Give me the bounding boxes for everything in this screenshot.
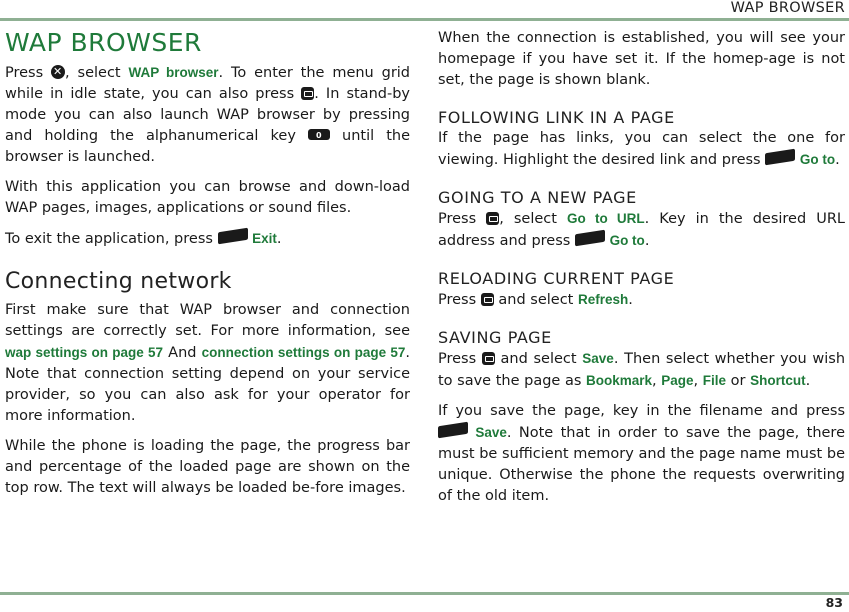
saving-paragraph bbox=[438, 348, 845, 392]
soft-key-icon bbox=[575, 230, 605, 247]
subheading-following-link: FOLLOWING LINK IN A PAGE bbox=[438, 108, 675, 127]
save-keyword: Save bbox=[582, 351, 614, 366]
soft-key-icon bbox=[218, 228, 248, 245]
text: And bbox=[168, 345, 197, 361]
end-key-icon bbox=[51, 65, 65, 79]
menu-key-icon bbox=[301, 87, 314, 100]
text: . bbox=[276, 231, 282, 247]
reloading-paragraph bbox=[438, 289, 845, 311]
loading-paragraph: While the phone is loading the page, the progress bar and percentage of the loaded page are shown on the top row. The text will always be loaded be-fore images. bbox=[5, 438, 410, 496]
section-title-connecting: Connecting network bbox=[5, 269, 232, 294]
text: If you save the page, key in the filename and press bbox=[438, 403, 845, 419]
new-page-paragraph bbox=[438, 208, 845, 252]
page-number: 83 bbox=[825, 595, 843, 610]
running-header: WAP BROWSER bbox=[730, 0, 845, 16]
text: To exit the application, press bbox=[5, 231, 213, 247]
exit-keyword: Exit bbox=[252, 231, 277, 246]
text: If the page has links, you can select the one for viewing. Highlight the desired link and press bbox=[438, 130, 845, 168]
go-to-keyword: Go to bbox=[609, 233, 645, 248]
go-to-url-keyword: Go to URL bbox=[567, 211, 645, 226]
connection-paragraph: When the connection is established, you will see your homepage if you have set it. If the homep-age is not set, the page is shown blank. bbox=[438, 30, 845, 88]
text: Press bbox=[438, 292, 477, 308]
menu-key-icon bbox=[482, 352, 495, 365]
text: , bbox=[693, 373, 699, 389]
text: until the browser is launched. bbox=[5, 128, 411, 165]
text: . Note that connection setting depend on your service provider, so you can also ask for your operator for more information. bbox=[5, 345, 410, 424]
text: . bbox=[805, 373, 811, 389]
text: . bbox=[835, 152, 840, 168]
text: , select bbox=[499, 211, 557, 227]
text: . Key in the desired URL address and press bbox=[438, 211, 845, 249]
text: or bbox=[730, 373, 746, 389]
subheading-reloading: RELOADING CURRENT PAGE bbox=[438, 269, 675, 288]
page-keyword: Page bbox=[661, 373, 694, 388]
text: . In stand-by mode you can also launch WAP browser by pressing and holding the alphanumerical key bbox=[5, 86, 410, 144]
text: Press bbox=[438, 211, 477, 227]
menu-key-icon bbox=[481, 293, 494, 306]
right-column bbox=[438, 28, 845, 516]
wap-browser-keyword: WAP browser bbox=[128, 65, 219, 80]
text: First make sure that WAP browser and connection settings are correctly set. For more information, see bbox=[5, 302, 410, 339]
soft-key-icon bbox=[765, 149, 795, 166]
text: , select bbox=[65, 65, 121, 81]
text: . bbox=[628, 292, 633, 308]
subheading-new-page: GOING TO A NEW PAGE bbox=[438, 188, 637, 207]
connection-settings-link[interactable]: connection settings on page 57 bbox=[201, 345, 406, 360]
header-rule bbox=[0, 18, 849, 21]
save-keyword: Save bbox=[475, 425, 507, 440]
exit-paragraph bbox=[5, 228, 410, 250]
menu-key-icon bbox=[486, 212, 499, 225]
shortcut-keyword: Shortcut bbox=[750, 373, 806, 388]
bookmark-keyword: Bookmark bbox=[586, 373, 653, 388]
go-to-keyword: Go to bbox=[799, 152, 836, 167]
page-title: WAP BROWSER bbox=[5, 28, 202, 57]
text: and select bbox=[500, 351, 577, 367]
file-keyword: File bbox=[702, 373, 727, 388]
text: . bbox=[644, 233, 650, 249]
text: , bbox=[652, 373, 657, 389]
subheading-saving: SAVING PAGE bbox=[438, 328, 552, 347]
refresh-keyword: Refresh bbox=[577, 292, 629, 307]
text: . Note that in order to save the page, there must be sufficient memory and the page name must be unique. Otherwise the phone the requests overwriting of the old item. bbox=[438, 425, 845, 504]
text: and select bbox=[498, 292, 574, 308]
text: . Then select whether you wish to save the page as bbox=[438, 351, 846, 389]
text: Press bbox=[5, 65, 44, 81]
text: . To enter the menu grid while in idle state, you can also press bbox=[5, 65, 411, 102]
following-link-paragraph bbox=[438, 128, 845, 171]
footer-rule bbox=[0, 592, 849, 595]
connecting-paragraph bbox=[5, 300, 410, 427]
browse-paragraph: With this application you can browse and down-load WAP pages, images, applications or sound files. bbox=[5, 179, 410, 216]
zero-key-icon bbox=[308, 129, 330, 140]
left-column bbox=[5, 28, 410, 508]
wap-settings-link[interactable]: wap settings on page 57 bbox=[5, 345, 164, 360]
soft-key-icon bbox=[438, 422, 468, 439]
text: Press bbox=[438, 351, 477, 367]
save-note-paragraph bbox=[438, 401, 845, 507]
intro-paragraph bbox=[5, 62, 410, 168]
